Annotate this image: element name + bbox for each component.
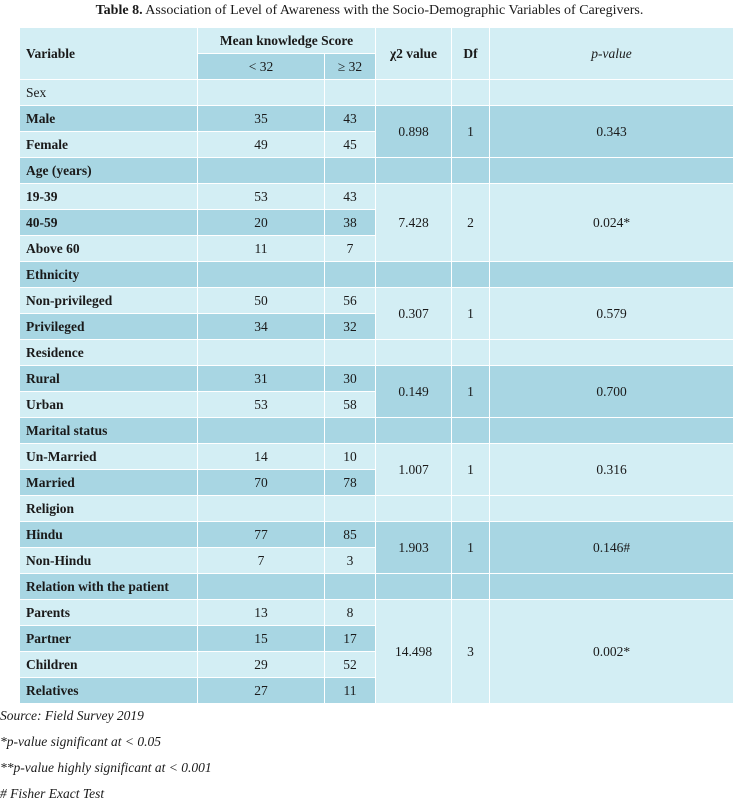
score-lt32: 15 (198, 626, 325, 652)
score-lt32: 13 (198, 600, 325, 626)
row-label: Male (20, 106, 198, 132)
empty-cell (198, 158, 325, 184)
score-lt32: 53 (198, 392, 325, 418)
df-value: 3 (452, 600, 490, 704)
row-label: Children (20, 652, 198, 678)
score-ge32: 10 (325, 444, 376, 470)
row-label: Married (20, 470, 198, 496)
p-value: 0.024* (490, 184, 734, 262)
header-chi2: χ2 value (376, 28, 452, 80)
table-body (20, 80, 734, 704)
table-caption: Association of Level of Awareness with the Socio-Demographic Variables of Caregivers. (142, 3, 644, 18)
header-pvalue: p-value (490, 28, 734, 80)
empty-cell (325, 418, 376, 444)
table-row (20, 522, 734, 548)
score-ge32: 17 (325, 626, 376, 652)
p-value: 0.343 (490, 106, 734, 158)
empty-cell (325, 158, 376, 184)
table-row (20, 184, 734, 210)
score-lt32: 29 (198, 652, 325, 678)
df-value: 1 (452, 288, 490, 340)
group-header-row (20, 80, 734, 106)
p-value: 0.316 (490, 444, 734, 496)
table-number: Table 8. (95, 3, 143, 18)
row-label: 40-59 (20, 210, 198, 236)
empty-cell (198, 262, 325, 288)
score-lt32: 7 (198, 548, 325, 574)
empty-cell (452, 80, 490, 106)
footnote-source: Source: Field Survey 2019 (0, 708, 144, 723)
empty-cell (452, 496, 490, 522)
empty-cell (490, 496, 734, 522)
header-lt32: < 32 (198, 54, 325, 80)
footnote-highly-significant: **p-value highly significant at < 0.001 (0, 760, 212, 775)
row-label: Un-Married (20, 444, 198, 470)
p-value: 0.146# (490, 522, 734, 574)
score-ge32: 7 (325, 236, 376, 262)
empty-cell (198, 340, 325, 366)
row-label: Female (20, 132, 198, 158)
chi2-value: 1.007 (376, 444, 452, 496)
row-label: 19-39 (20, 184, 198, 210)
table-row (20, 444, 734, 470)
empty-cell (376, 496, 452, 522)
group-label: Ethnicity (20, 262, 198, 288)
table-title (0, 3, 739, 19)
table-row (20, 106, 734, 132)
group-header-row (20, 418, 734, 444)
score-ge32: 56 (325, 288, 376, 314)
df-value: 1 (452, 366, 490, 418)
df-value: 1 (452, 522, 490, 574)
group-header-row (20, 158, 734, 184)
row-label: Relatives (20, 678, 198, 704)
row-label: Urban (20, 392, 198, 418)
p-value: 0.002* (490, 600, 734, 704)
empty-cell (490, 158, 734, 184)
df-value: 2 (452, 184, 490, 262)
row-label: Rural (20, 366, 198, 392)
p-value: 0.579 (490, 288, 734, 340)
score-ge32: 52 (325, 652, 376, 678)
footnotes (0, 703, 212, 807)
score-ge32: 30 (325, 366, 376, 392)
header-row-1 (20, 28, 734, 54)
score-lt32: 53 (198, 184, 325, 210)
score-ge32: 45 (325, 132, 376, 158)
row-label: Partner (20, 626, 198, 652)
empty-cell (325, 340, 376, 366)
group-header-row (20, 262, 734, 288)
group-label: Residence (20, 340, 198, 366)
group-label: Sex (20, 80, 198, 106)
empty-cell (376, 80, 452, 106)
table-row (20, 366, 734, 392)
empty-cell (376, 340, 452, 366)
score-ge32: 78 (325, 470, 376, 496)
header-ge32: ≥ 32 (325, 54, 376, 80)
row-label: Hindu (20, 522, 198, 548)
chi2-value: 7.428 (376, 184, 452, 262)
empty-cell (325, 80, 376, 106)
row-label: Privileged (20, 314, 198, 340)
empty-cell (325, 496, 376, 522)
group-label: Religion (20, 496, 198, 522)
score-lt32: 27 (198, 678, 325, 704)
empty-cell (198, 574, 325, 600)
empty-cell (452, 574, 490, 600)
score-lt32: 77 (198, 522, 325, 548)
score-ge32: 85 (325, 522, 376, 548)
empty-cell (490, 418, 734, 444)
group-header-row (20, 340, 734, 366)
empty-cell (452, 418, 490, 444)
empty-cell (490, 340, 734, 366)
chi2-value: 0.898 (376, 106, 452, 158)
score-ge32: 11 (325, 678, 376, 704)
header-variable: Variable (20, 28, 198, 80)
chi2-value: 1.903 (376, 522, 452, 574)
empty-cell (198, 80, 325, 106)
empty-cell (376, 262, 452, 288)
row-label: Parents (20, 600, 198, 626)
empty-cell (490, 262, 734, 288)
row-label: Non-privileged (20, 288, 198, 314)
footnote-fisher: # Fisher Exact Test (0, 786, 105, 801)
score-ge32: 43 (325, 184, 376, 210)
score-ge32: 3 (325, 548, 376, 574)
awareness-table (19, 27, 734, 704)
score-lt32: 34 (198, 314, 325, 340)
score-ge32: 32 (325, 314, 376, 340)
group-header-row (20, 574, 734, 600)
score-lt32: 14 (198, 444, 325, 470)
chi2-value: 14.498 (376, 600, 452, 704)
p-value: 0.700 (490, 366, 734, 418)
footnote-significant: *p-value significant at < 0.05 (0, 734, 161, 749)
empty-cell (198, 418, 325, 444)
empty-cell (490, 574, 734, 600)
df-value: 1 (452, 106, 490, 158)
row-label: Above 60 (20, 236, 198, 262)
empty-cell (325, 574, 376, 600)
header-df: Df (452, 28, 490, 80)
empty-cell (376, 158, 452, 184)
empty-cell (452, 340, 490, 366)
score-ge32: 43 (325, 106, 376, 132)
group-label: Age (years) (20, 158, 198, 184)
empty-cell (452, 158, 490, 184)
score-ge32: 38 (325, 210, 376, 236)
df-value: 1 (452, 444, 490, 496)
group-label: Marital status (20, 418, 198, 444)
empty-cell (198, 496, 325, 522)
empty-cell (452, 262, 490, 288)
row-label: Non-Hindu (20, 548, 198, 574)
header-mean-score: Mean knowledge Score (198, 28, 376, 54)
score-lt32: 35 (198, 106, 325, 132)
empty-cell (325, 262, 376, 288)
score-lt32: 50 (198, 288, 325, 314)
group-header-row (20, 496, 734, 522)
group-label: Relation with the patient (20, 574, 198, 600)
chi2-value: 0.307 (376, 288, 452, 340)
score-ge32: 8 (325, 600, 376, 626)
empty-cell (376, 574, 452, 600)
table-row (20, 288, 734, 314)
score-lt32: 11 (198, 236, 325, 262)
empty-cell (376, 418, 452, 444)
score-lt32: 49 (198, 132, 325, 158)
score-lt32: 31 (198, 366, 325, 392)
score-ge32: 58 (325, 392, 376, 418)
chi2-value: 0.149 (376, 366, 452, 418)
table-row (20, 600, 734, 626)
empty-cell (490, 80, 734, 106)
score-lt32: 70 (198, 470, 325, 496)
score-lt32: 20 (198, 210, 325, 236)
